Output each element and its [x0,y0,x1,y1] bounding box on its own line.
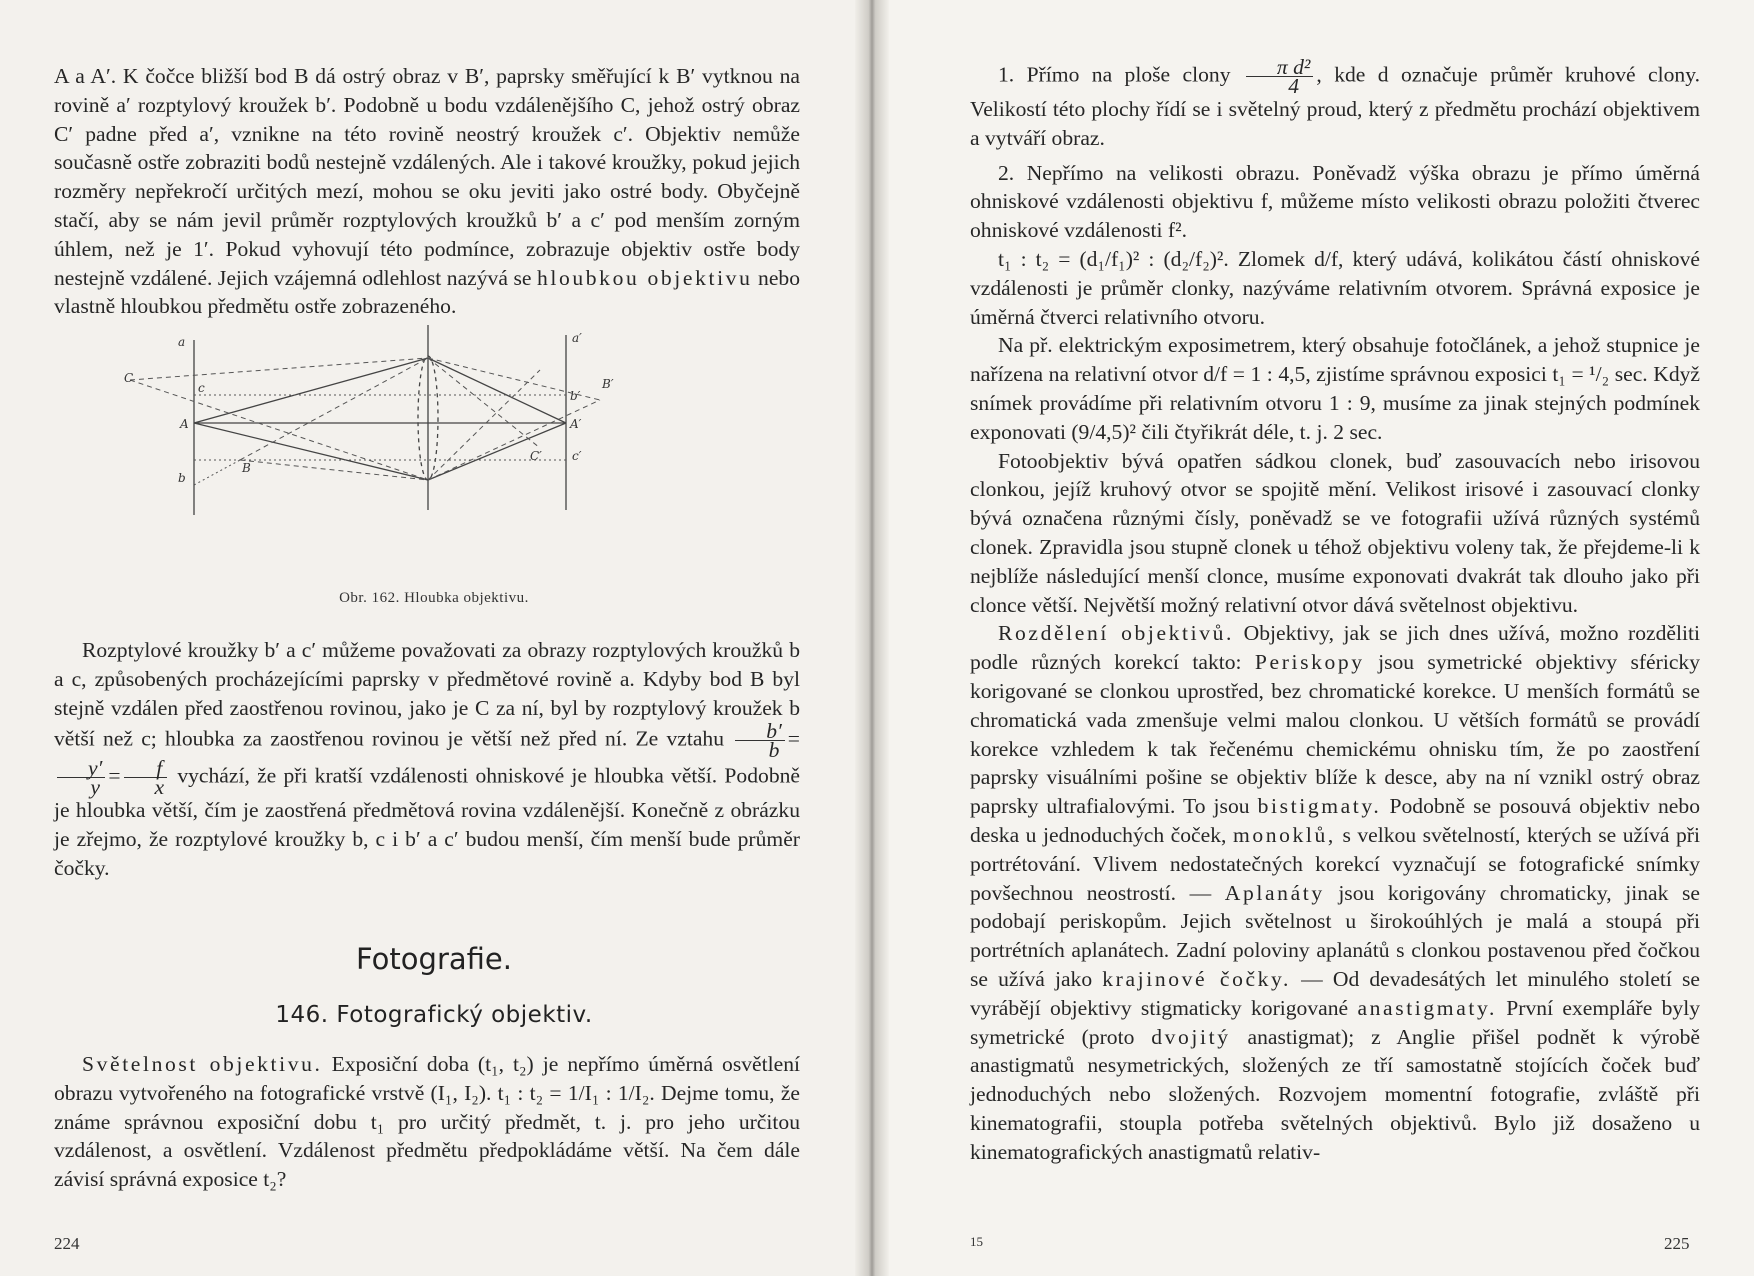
figure-label: B′ [602,377,614,391]
figure-label: A′ [570,417,582,431]
figure-label: A [180,417,189,431]
figure-label: B [242,461,251,475]
figure-label: c [198,381,205,395]
paragraph-diaphragms: Fotoobjektiv bývá opatřen sádkou clonek, buď zasouvacích nebo irisovou clonkou, jejíž kruhový otvor se spojitě mění. Velikost irisové i zasouvací clonky bývá označena různými čísly, poněvadž se ve fotografii užívá různých systémů clonek. Zpravidla jsou stupně clonek u téhož objektivu voleny tak, že přejdeme-li k nejblíže následující menší clonce, musíme exponovati dvakrát tak dlouho jako při clonce větší. Největší možný relativní otvor dává světelnost objektivu. [970,448,1700,617]
figure-label: b′ [570,389,581,403]
paragraph-exposimeter: Na př. elektrickým exposimetrem, který obsahuje fotočlánek, a jehož stupnice je nařízena na relativní otvor d/f = 1 : 4,5, zjistíme správnou exposici t₁ = ¹/₂ sec. Když snímek provádíme při relativním otvoru 1 : 9, musíme za jinak stejných podmínek exponovati (9/4,5)² čili čtyřikrát déle, t. j. 2 sec. [970,333,1700,444]
paragraph-lens-classification: Rozdělení objektivů. Objektivy, jak se jich dnes užívá, možno rozděliti podle různých korekcí takto: Periskopy jsou symetrické objektivy sféricky korigované se clonkou uprostřed, bez chromatické korekce. U menších formátů se chromatická vada zmenšuje velmi malou clonkou. U větších formátů se provádí korekce vzhledem k tak řečenému chemickému ohnisku tím, že po zaostření paprsky visuálními pošine se objektiv blíže k desce, aby na ní vznikl ostrý obraz paprsky ultrafialovými. To jsou bistigmaty. Podobně se posouvá objektiv nebo deska u jednoduchých čoček, monoklů, s velkou světelností, kterých se užívá při portrétování. Vlivem nedostatečných korekcí vyznačují se fotografické snímky povšechnou neostrostí. — Aplanáty jsou korigovány chromaticky, jinak se podobají periskopům. Jejich světelnost u širokoúhlých je malá a stoupá při portrétních aplanátech. Zadní poloviny aplanátů s clonkou postavenou před čočkou se užívá jako krajinové čočky. — Od devadesátých let minulého století se vyrábějí objektivy stigmaticky korigované anastigmaty. První exempláře byly symetrické (proto dvojitý anastigmat); z Anglie přišel podnět k výrobě anastigmatů nesymetrických, složených ze tří samostatně stojících čoček buď jednoduchých nebo složených. Rozvojem momentní fotografie, zvláště při kinematografii, stoupla potřeba světelných objektivů. Bylo již dosaženo u kinematografických anastigmatů relativ- [970,621,1701,1164]
paragraph-depth-of-field [54,62,800,321]
right-page-text [970,55,1701,1166]
figure-label: a′ [572,331,582,345]
printer-signature: 15 [970,1234,983,1249]
page-number: 225 [1664,1234,1690,1253]
fraction: $\frac{y'}{y}$ [57,759,105,796]
fraction: $\frac{b'}{b}$ [735,722,785,759]
subsection-heading: 146. Fotografický objektiv. [275,1002,593,1028]
spaced-term: hloubkou objektivu [537,265,753,290]
paragraph-text: vychází, že při kratší vzdálenosti ohniskové je hloubka větší. Podobně je hloubka větší, čím je zaostřená předmětová rovina vzdálenější. Konečně z obrázku je zřejmo, že rozptylové kroužky b, c i b′ a c′ budou menší, čím menší bude průměr čočky. [54,763,801,880]
paragraph-aperture: 1. Přímo na ploše clony $\frac{\text{π d²}}{4}$ , kde d označuje průměr kruhové clony. Velikostí této plochy řídí se i světelný proud, který z předmětu prochází objektivem a vytváří obraz. [970,55,1700,150]
page-number: 224 [54,1234,80,1253]
figure-caption: Obr. 162. Hloubka objektivu. [339,590,529,606]
figure-label: C [124,371,134,385]
right-page [868,0,1754,1276]
figure-label: b [178,471,186,485]
fraction: $\frac{f}{x}$ [124,759,168,796]
paragraph-relative-aperture: t₁ : t₂ = (d₁/f₁)² : (d₂/f₂)². Zlomek d/f, který udává, kolikátou částí ohniskové vzdálenosti je průměr clonky, nazýváme relativním otvorem. Správná exposice je úměrná čtverci relativního otvoru. [970,246,1700,329]
paragraph-image-size: 2. Nepřímo na velikosti obrazu. Poněvadž výška obrazu je přímo úměrná ohniskové vzdálenosti objektivu f, můžeme místo velikosti obrazu položiti čtverec ohniskové vzdálenosti f². [970,160,1700,243]
paragraph-light-intensity [54,1050,800,1194]
fraction: $\frac{\text{π d²}}{4}$ [1246,58,1314,95]
left-page [0,0,868,1276]
book-gutter [855,0,889,1276]
paragraph-text: Exposiční doba (t₁, t₂) je nepřímo úměrná osvětlení obrazu vytvořeného na fotografické vrstvě (I₁, I₂). t₁ : t₂ = 1/I₁ : 1/I₂. Dejme tomu, že známe správnou exposiční dobu t₁ pro určitý předmět, t. j. pro jeho určitou vzdálenost, a osvětlení. Vzdálenost předmětu předpokládáme větší. Na čem dále závisí správná exposice t₂? [54,1052,800,1192]
paragraph-text: nebo vlastně hloubkou předmětu ostře zobrazeného. [54,265,800,319]
paragraph-text: Rozptylové kroužky b′ a c′ můžeme považovati za obrazy rozptylových kroužků b a c, způsobených procházejícími paprsky v předmětové rovině a. Kdyby bod B byl stejně vzdálen před zaostřenou rovinou, jako je C za ní, byl by rozptylový kroužek b větší než c; hloubka za zaostřenou rovinou je větší než před ní. Ze vztahu [54,638,800,751]
paragraph-text: A a A′. K čočce bližší bod B dá ostrý obraz v B′, paprsky směřující k B′ vytknou na rovině a′ rozptylový kroužek b′. Podobně u bodu vzdálenějšího C, jehož ostrý obraz C′ padne před a′, vznikne na této rovině neostrý kroužek c′. Objektiv nemůže současně ostře zobraziti bodů nestejně vzdálených. Ale i takové kroužky, pokud jejich rozměry nepřekročí určitých mezí, mohou se oku jeviti jako ostré body. Obyčejně stačí, aby se nám jevil průměr rozptylových kroužků b′ a c′ pod menším zorným úhlem, než je 1′. Pokud vyhovují této podmínce, zobrazuje objektiv ostře body nestejně vzdálené. Jejich vzájemná odlehlost nazývá se [54,64,800,290]
figure-label: C′ [530,449,542,463]
figure-label: a [178,335,186,349]
figure-label: c′ [572,449,582,463]
section-heading: Fotografie. [356,942,512,976]
depth-of-field-figure [124,331,690,590]
paragraph-scatter-circles: Rozptylové kroužky b′ a c′ můžeme považovati za obrazy rozptylových kroužků b a c, způsobených procházejícími paprsky v předmětové rovině a. Kdyby bod B byl stejně vzdálen před zaostřenou rovinou, jako je C za ní, byl by rozptylový kroužek b větší než c; hloubka za zaostřenou rovinou je větší než před ní. Ze vztahu $\frac{b'}{b}$ = $\frac{y'}{y}$ = $\frac{f}{x}$ vychází, že při kratší vzdálenosti ohniskové je hloubka větší. Podobně je hloubka větší, čím je zaostřená předmětová rovina vzdálenější. Konečně z obrázku je zřejmo, že rozptylové kroužky b, c i b′ a c′ budou menší, čím menší bude průměr čočky. [54,638,801,880]
spaced-term: Světelnost objektivu. [82,1052,323,1076]
